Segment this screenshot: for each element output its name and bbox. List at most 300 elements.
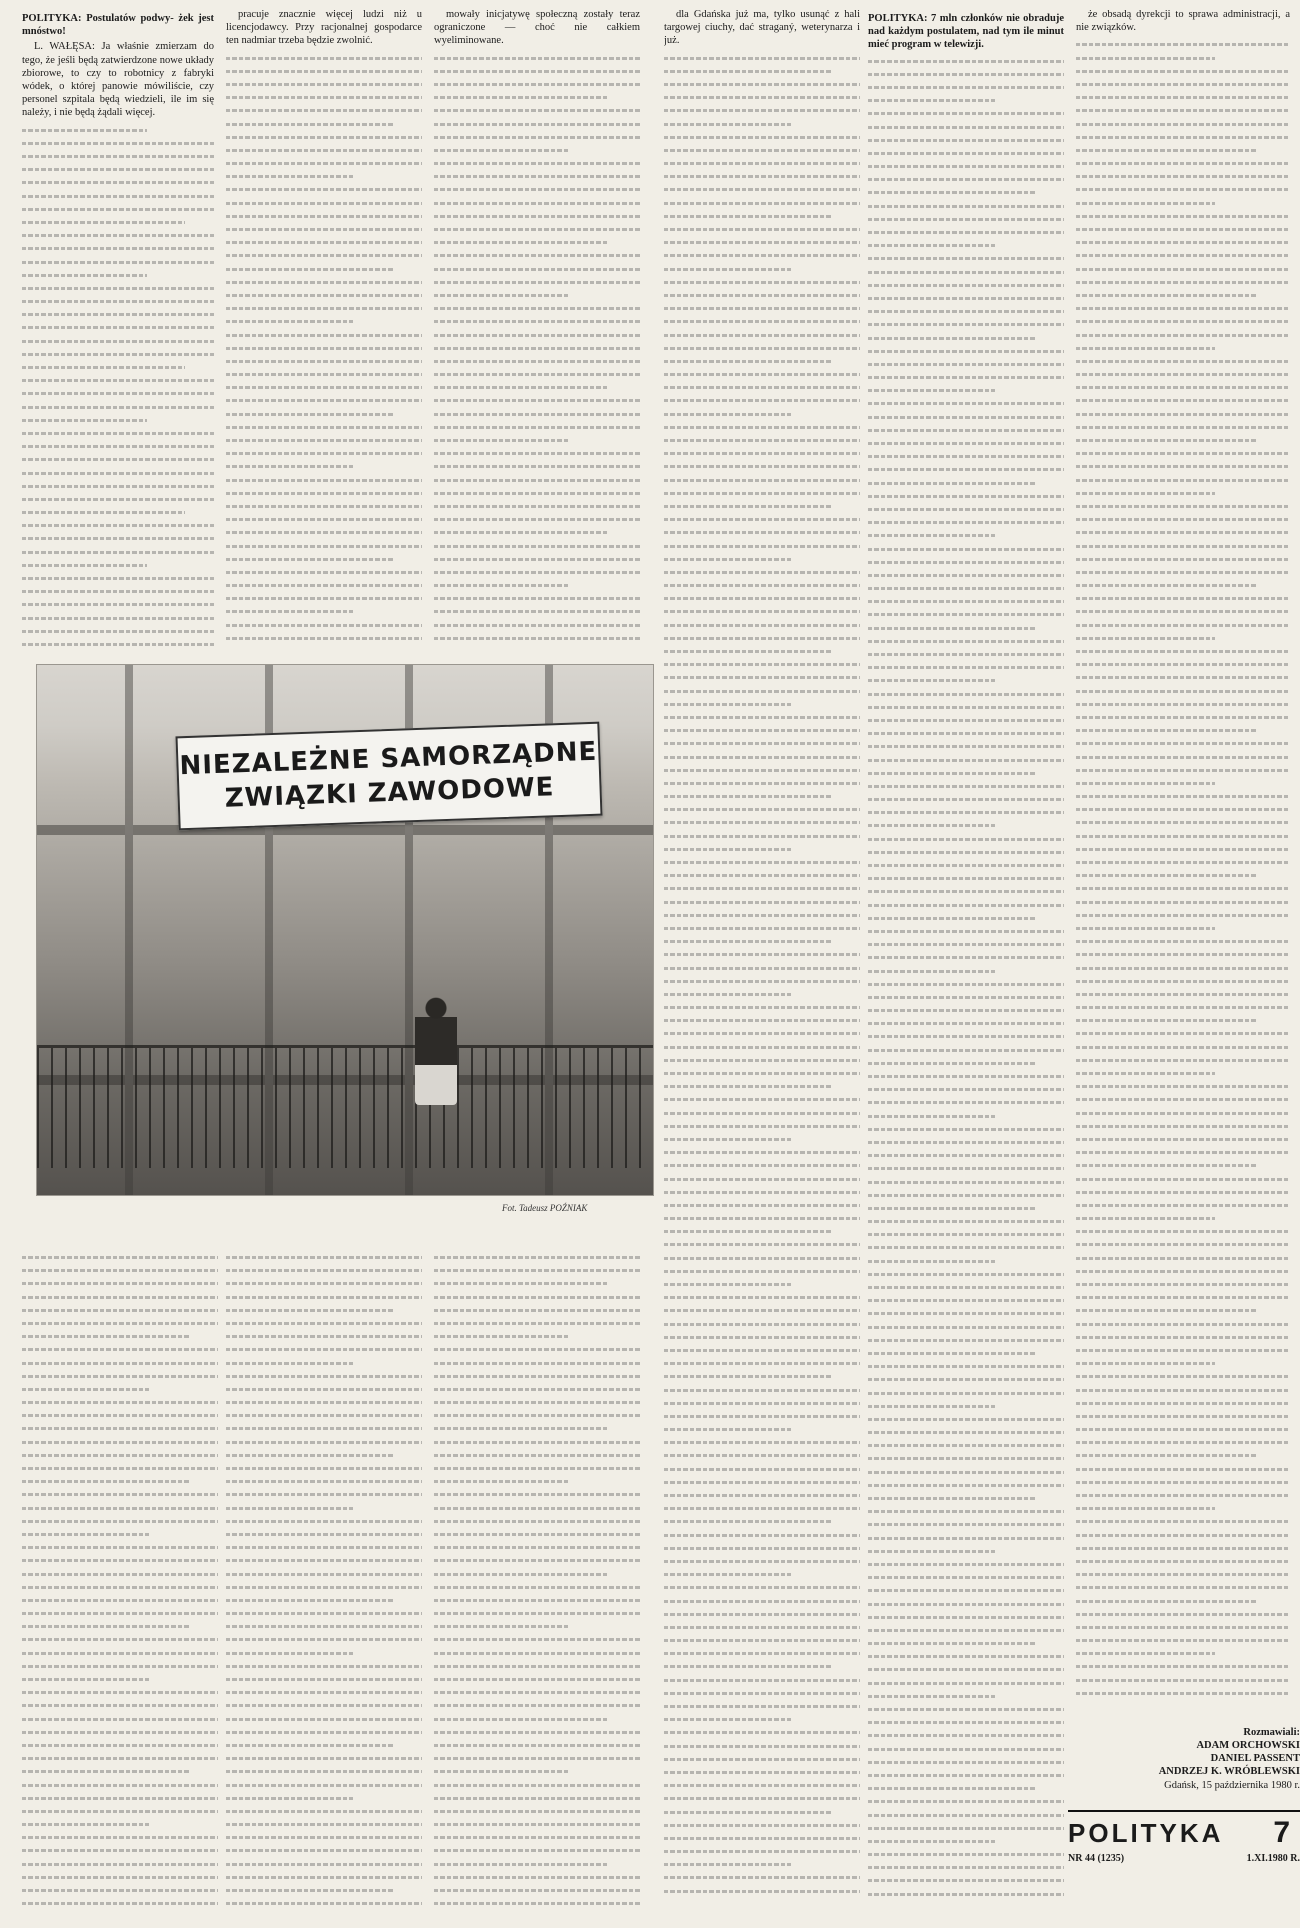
text-line	[22, 611, 214, 624]
text-line	[868, 370, 1064, 383]
text-line	[664, 1198, 860, 1211]
text-line	[1076, 1383, 1290, 1396]
text-column-3	[434, 8, 640, 658]
text-line	[664, 1818, 860, 1831]
text-line	[868, 1109, 1064, 1122]
text-line	[868, 436, 1064, 449]
text-line	[868, 726, 1064, 739]
text-line	[22, 1817, 218, 1830]
text-line	[1076, 539, 1290, 552]
text-line	[22, 228, 214, 241]
text-line	[664, 1013, 860, 1026]
text-line	[22, 426, 214, 439]
text-line	[664, 1422, 860, 1435]
text-line	[22, 136, 214, 149]
text-line	[664, 1620, 860, 1633]
text-line	[664, 974, 860, 987]
text-line	[226, 1619, 422, 1632]
text-line	[868, 502, 1064, 515]
text-line	[868, 1029, 1064, 1042]
text-line	[868, 1082, 1064, 1095]
text-line	[434, 1725, 640, 1738]
text-line	[22, 413, 214, 426]
column-3-continued-text	[434, 51, 640, 644]
text-line	[1076, 604, 1290, 617]
text-line	[22, 1725, 218, 1738]
text-line	[226, 1896, 422, 1909]
text-line	[22, 597, 214, 610]
text-line	[664, 1330, 860, 1343]
column-2-continued-text	[226, 51, 422, 644]
text-line	[1076, 618, 1290, 631]
text-line	[664, 486, 860, 499]
text-line	[434, 1567, 640, 1580]
text-line	[868, 621, 1064, 634]
text-line	[434, 143, 640, 156]
text-line	[434, 393, 640, 406]
text-line	[1076, 512, 1290, 525]
text-line	[1076, 1554, 1290, 1567]
text-line	[664, 895, 860, 908]
text-line	[1076, 1659, 1290, 1672]
text-line	[1076, 842, 1290, 855]
text-line	[226, 1870, 422, 1883]
text-line	[664, 1501, 860, 1514]
text-line	[664, 169, 860, 182]
text-line	[868, 383, 1064, 396]
text-line	[434, 631, 640, 644]
text-line	[226, 1632, 422, 1645]
text-line	[1076, 275, 1290, 288]
text-line	[1076, 1251, 1290, 1264]
text-line	[1076, 51, 1290, 64]
text-line	[664, 288, 860, 301]
text-line	[1076, 1396, 1290, 1409]
text-line	[22, 1738, 218, 1751]
text-line	[434, 354, 640, 367]
text-line	[868, 568, 1064, 581]
text-line	[22, 1896, 218, 1909]
text-line	[22, 1290, 218, 1303]
text-line	[868, 291, 1064, 304]
text-line	[664, 750, 860, 763]
text-line	[868, 1148, 1064, 1161]
text-line	[664, 196, 860, 209]
text-line	[22, 1369, 218, 1382]
text-line	[1076, 934, 1290, 947]
text-line	[1076, 947, 1290, 960]
text-line	[226, 473, 422, 486]
text-line	[22, 149, 214, 162]
text-line	[226, 1659, 422, 1672]
text-line	[1076, 1541, 1290, 1554]
text-line	[664, 789, 860, 802]
text-line	[868, 805, 1064, 818]
text-line	[22, 400, 214, 413]
text-line	[868, 1531, 1064, 1544]
text-line	[664, 723, 860, 736]
text-line	[664, 143, 860, 156]
text-line	[226, 51, 422, 64]
text-line	[22, 1698, 218, 1711]
text-line	[226, 1738, 422, 1751]
text-line	[434, 1593, 640, 1606]
text-line	[22, 162, 214, 175]
text-line	[868, 1254, 1064, 1267]
text-line	[868, 238, 1064, 251]
text-line	[664, 947, 860, 960]
solidarity-banner	[175, 722, 602, 831]
text-line	[868, 185, 1064, 198]
text-line	[1076, 1237, 1290, 1250]
text-line	[1076, 1448, 1290, 1461]
column-3-answer: mowały inicjatywę społeczną zostały teraz ograniczone — choć nie całkiem wyeliminowane.	[434, 9, 640, 47]
text-line	[664, 1567, 860, 1580]
text-line	[868, 251, 1064, 264]
text-line	[22, 584, 214, 597]
text-line	[22, 1791, 218, 1804]
signature-place-date: Gdańsk, 15 października 1980 r.	[1164, 1780, 1300, 1791]
text-line	[868, 1517, 1064, 1530]
text-line	[664, 380, 860, 393]
text-line	[664, 1462, 860, 1475]
text-line	[226, 196, 422, 209]
signature-label: Rozmawiali:	[1243, 1727, 1300, 1738]
text-line	[1076, 1066, 1290, 1079]
text-line	[664, 1092, 860, 1105]
text-line	[664, 1699, 860, 1712]
text-line	[226, 341, 422, 354]
text-line	[664, 341, 860, 354]
text-line	[226, 248, 422, 261]
text-line	[434, 117, 640, 130]
text-line	[22, 1843, 218, 1856]
text-line	[1076, 235, 1290, 248]
text-line	[868, 1768, 1064, 1781]
text-line	[22, 1303, 218, 1316]
text-line	[664, 710, 860, 723]
text-line	[226, 169, 422, 182]
text-line	[434, 1659, 640, 1672]
text-line	[664, 1554, 860, 1567]
text-line	[664, 1673, 860, 1686]
text-line	[664, 1132, 860, 1145]
text-line	[868, 476, 1064, 489]
text-line	[868, 199, 1064, 212]
text-line	[1076, 64, 1290, 77]
text-line	[868, 1847, 1064, 1860]
text-line	[22, 1764, 218, 1777]
text-line	[226, 1474, 422, 1487]
text-line	[226, 1514, 422, 1527]
text-line	[664, 604, 860, 617]
text-line	[664, 1857, 860, 1870]
text-line	[1076, 789, 1290, 802]
text-line	[226, 301, 422, 314]
text-line	[226, 1791, 422, 1804]
text-line	[226, 262, 422, 275]
text-line	[664, 987, 860, 1000]
text-line	[868, 1122, 1064, 1135]
text-line	[434, 130, 640, 143]
text-line	[434, 1514, 640, 1527]
text-line	[22, 1448, 218, 1461]
text-line	[868, 93, 1064, 106]
text-line	[226, 618, 422, 631]
text-line	[434, 1751, 640, 1764]
text-line	[1076, 328, 1290, 341]
text-line	[1076, 393, 1290, 406]
text-line	[434, 1474, 640, 1487]
text-line	[226, 314, 422, 327]
column-3-lower-text	[434, 1250, 640, 1909]
text-line	[868, 1320, 1064, 1333]
text-line	[868, 542, 1064, 555]
text-line	[226, 1329, 422, 1342]
text-line	[226, 182, 422, 195]
text-line	[664, 1528, 860, 1541]
text-line	[868, 1188, 1064, 1201]
text-line	[1076, 1646, 1290, 1659]
column-4-continued-text	[664, 51, 860, 1897]
text-line	[434, 420, 640, 433]
text-line	[868, 607, 1064, 620]
text-line	[868, 1399, 1064, 1412]
text-line	[868, 1860, 1064, 1873]
text-line	[868, 1570, 1064, 1583]
text-line	[434, 1896, 640, 1909]
text-line	[868, 1267, 1064, 1280]
text-line	[664, 1251, 860, 1264]
text-line	[22, 1672, 218, 1685]
text-line	[434, 182, 640, 195]
text-line	[1076, 1172, 1290, 1185]
text-line	[226, 459, 422, 472]
text-line	[434, 1698, 640, 1711]
text-line	[226, 380, 422, 393]
text-line	[1076, 1119, 1290, 1132]
text-line	[664, 1725, 860, 1738]
text-line	[434, 1738, 640, 1751]
text-line	[434, 248, 640, 261]
text-line	[226, 1527, 422, 1540]
text-line	[434, 1382, 640, 1395]
text-line	[1076, 1224, 1290, 1237]
text-line	[22, 1461, 218, 1474]
column-2-answer: pracuje znacznie więcej ludzi niż u licencjodawcy. Przy racjonalnej gospodarce ten nadmiar trzeba będzie zwolnić.	[226, 9, 422, 47]
text-line	[664, 697, 860, 710]
text-line	[1076, 895, 1290, 908]
text-line	[868, 1623, 1064, 1636]
text-line	[664, 1870, 860, 1883]
text-line	[664, 1435, 860, 1448]
text-line	[1076, 684, 1290, 697]
text-line	[868, 990, 1064, 1003]
text-line	[22, 1501, 218, 1514]
text-line	[226, 328, 422, 341]
text-column-2-lower	[226, 1250, 422, 1918]
text-line	[664, 1580, 860, 1593]
text-line	[226, 1421, 422, 1434]
text-line	[226, 552, 422, 565]
text-line	[664, 1659, 860, 1672]
text-line	[664, 1290, 860, 1303]
text-line	[664, 1172, 860, 1185]
text-line	[22, 320, 214, 333]
text-line	[664, 1303, 860, 1316]
text-line	[1076, 288, 1290, 301]
text-line	[868, 133, 1064, 146]
text-line	[664, 51, 860, 64]
text-line	[664, 1053, 860, 1066]
text-line	[1076, 1501, 1290, 1514]
text-line	[664, 1277, 860, 1290]
text-line	[868, 344, 1064, 357]
text-line	[434, 1303, 640, 1316]
text-line	[22, 492, 214, 505]
text-line	[22, 1804, 218, 1817]
text-line	[868, 1465, 1064, 1478]
text-line	[22, 479, 214, 492]
text-line	[664, 433, 860, 446]
author-name-3: ANDRZEJ K. WRÓBLEWSKI	[1158, 1766, 1300, 1777]
text-line	[868, 818, 1064, 831]
text-line	[664, 235, 860, 248]
text-line	[868, 1689, 1064, 1702]
text-line	[868, 1702, 1064, 1715]
text-line	[868, 581, 1064, 594]
text-line	[434, 578, 640, 591]
text-line	[868, 898, 1064, 911]
column-6-continued-text	[1076, 37, 1290, 1699]
text-line	[434, 1632, 640, 1645]
text-line	[664, 1158, 860, 1171]
text-line	[868, 67, 1064, 80]
text-line	[434, 459, 640, 472]
text-line	[22, 637, 214, 650]
text-line	[226, 1830, 422, 1843]
text-line	[664, 446, 860, 459]
text-line	[434, 1619, 640, 1632]
text-line	[434, 341, 640, 354]
text-line	[226, 103, 422, 116]
text-line	[868, 884, 1064, 897]
text-line	[664, 1844, 860, 1857]
text-line	[226, 1461, 422, 1474]
text-line	[1076, 1198, 1290, 1211]
text-line	[1076, 459, 1290, 472]
text-line	[1076, 499, 1290, 512]
text-line	[868, 225, 1064, 238]
text-line	[434, 1685, 640, 1698]
text-line	[226, 446, 422, 459]
text-line	[664, 1106, 860, 1119]
text-line	[868, 1794, 1064, 1807]
text-line	[1076, 1673, 1290, 1686]
text-line	[22, 439, 214, 452]
text-line	[868, 423, 1064, 436]
text-line	[664, 829, 860, 842]
text-line	[1076, 1145, 1290, 1158]
text-line	[868, 871, 1064, 884]
text-line	[868, 766, 1064, 779]
text-line	[1076, 710, 1290, 723]
text-line	[664, 657, 860, 670]
text-line	[1076, 1264, 1290, 1277]
text-line	[868, 1346, 1064, 1359]
text-line	[434, 1817, 640, 1830]
text-line	[434, 1857, 640, 1870]
text-line	[1076, 1567, 1290, 1580]
text-line	[1076, 1633, 1290, 1646]
text-line	[1076, 1488, 1290, 1501]
text-line	[22, 505, 214, 518]
text-line	[868, 120, 1064, 133]
text-line	[1076, 1514, 1290, 1527]
text-line	[1076, 222, 1290, 235]
text-line	[1076, 1132, 1290, 1145]
text-line	[868, 832, 1064, 845]
text-line	[868, 1597, 1064, 1610]
text-line	[226, 1778, 422, 1791]
column-2-lower-text	[226, 1250, 422, 1909]
text-line	[434, 380, 640, 393]
text-line	[868, 924, 1064, 937]
text-line	[22, 1632, 218, 1645]
text-line	[664, 459, 860, 472]
text-line	[664, 552, 860, 565]
column-1-continued-text	[22, 123, 214, 651]
text-line	[1076, 1092, 1290, 1105]
text-line	[664, 815, 860, 828]
text-column-6	[1076, 8, 1290, 1708]
text-line	[868, 410, 1064, 423]
text-line	[868, 845, 1064, 858]
text-line	[1076, 921, 1290, 934]
text-line	[868, 1135, 1064, 1148]
text-line	[22, 1553, 218, 1566]
text-line	[664, 881, 860, 894]
text-line	[226, 1751, 422, 1764]
text-line	[868, 555, 1064, 568]
person-figure	[415, 995, 457, 1105]
text-line	[1076, 1000, 1290, 1013]
text-line	[868, 1043, 1064, 1056]
text-line	[664, 420, 860, 433]
text-line	[434, 1448, 640, 1461]
text-line	[868, 1662, 1064, 1675]
text-line	[226, 1448, 422, 1461]
text-line	[664, 1343, 860, 1356]
text-line	[1076, 262, 1290, 275]
text-line	[22, 294, 214, 307]
text-line	[434, 288, 640, 301]
text-line	[22, 175, 214, 188]
text-line	[868, 1386, 1064, 1399]
text-line	[1076, 776, 1290, 789]
text-line	[664, 90, 860, 103]
text-line	[22, 1593, 218, 1606]
text-line	[22, 1646, 218, 1659]
text-line	[226, 1369, 422, 1382]
text-line	[434, 367, 640, 380]
text-line	[22, 624, 214, 637]
text-line	[434, 525, 640, 538]
text-line	[868, 1544, 1064, 1557]
text-line	[664, 367, 860, 380]
text-line	[434, 1250, 640, 1263]
column-1-answer: L. WAŁĘSA: Ja właśnie zmierzam do tego, że jeśli będą zatwierdzone nowe układy zbiorowe, to czy to robotnicy z fabryki wódek, o której panowie mówiliście, czy personel szpitala będą wiedzieli, ile im się należy, i nie będą żądali więcej.	[22, 41, 214, 119]
